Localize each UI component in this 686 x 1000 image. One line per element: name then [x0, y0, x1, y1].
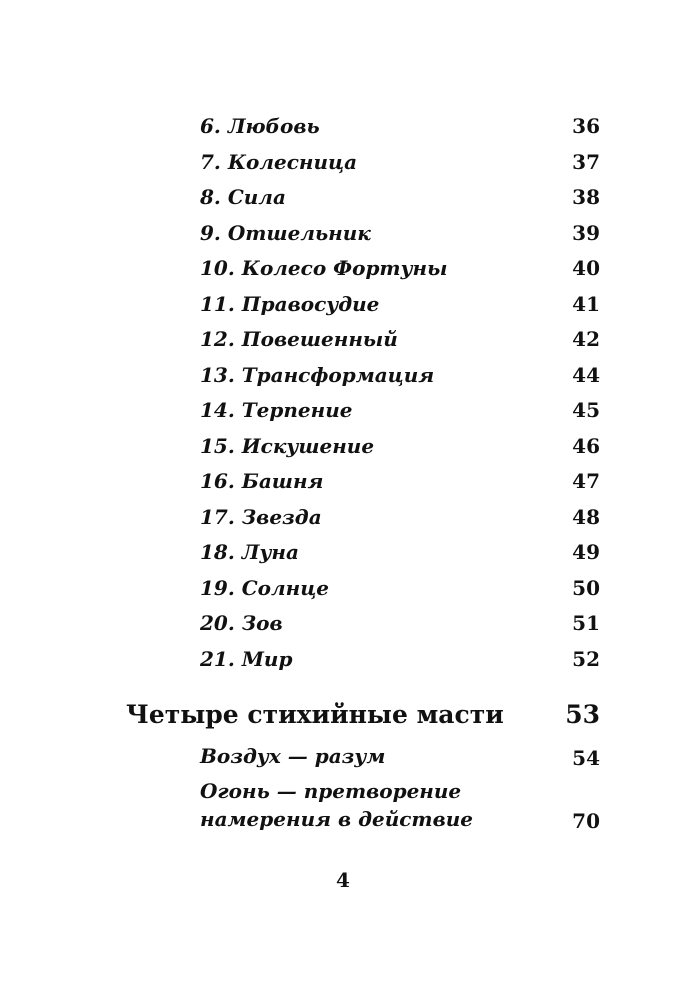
toc-entry-title: 16. Башня [200, 469, 324, 493]
toc-entry-page: 39 [572, 221, 600, 245]
toc-entry-title: 10. Колесо Фортуны [200, 256, 448, 280]
toc-entry-page: 50 [572, 576, 600, 600]
toc-subentry-page: 54 [572, 746, 600, 770]
toc-entry-page: 46 [572, 434, 600, 458]
toc-entry-title: 17. Звезда [200, 505, 322, 529]
toc-entry-page: 51 [572, 611, 600, 635]
toc-entry-title: 11. Правосудие [200, 292, 380, 316]
toc-entry-title: 15. Искушение [200, 434, 375, 458]
toc-entry-page: 41 [572, 292, 600, 316]
toc-section-title: Четыре стихийные масти [126, 700, 504, 729]
toc-entry [200, 256, 600, 286]
toc-entry-page: 49 [572, 540, 600, 564]
toc-entry-page: 36 [572, 114, 600, 138]
toc-entry-page: 52 [572, 647, 600, 671]
toc-entry-title: 20. Зов [200, 611, 283, 635]
toc-entry-title: 12. Повешенный [200, 327, 398, 351]
toc-entry-page: 38 [572, 185, 600, 209]
toc-subentry [200, 740, 600, 770]
toc-entry [200, 469, 600, 499]
toc-entry-page: 47 [572, 469, 600, 493]
toc-entry-page: 45 [572, 398, 600, 422]
toc-subentry-page: 70 [572, 809, 600, 833]
toc-entry-title: 9. Отшельник [200, 221, 371, 245]
toc-section-page: 53 [565, 700, 600, 729]
toc-subentry-line: Огонь — претворение [200, 779, 462, 803]
toc-entry [200, 363, 600, 393]
toc-entry-page: 42 [572, 327, 600, 351]
toc-entry [200, 150, 600, 180]
toc-entry [200, 327, 600, 357]
toc-entry [200, 540, 600, 570]
toc-entry [200, 647, 600, 677]
toc-entry [200, 221, 600, 251]
toc-entry-page: 37 [572, 150, 600, 174]
toc-entry [200, 292, 600, 322]
page-number: 4 [336, 868, 350, 892]
toc-entry-title: 6. Любовь [200, 114, 320, 138]
toc-subentry-title [200, 777, 473, 833]
toc-entry-page: 48 [572, 505, 600, 529]
toc-entry [200, 576, 600, 606]
toc-entry-title: 21. Мир [200, 647, 293, 671]
toc-entry-title: 18. Луна [200, 540, 299, 564]
toc-entry-title: 14. Терпение [200, 398, 353, 422]
toc-entry [200, 611, 600, 641]
toc-entry [200, 505, 600, 535]
toc-entry-page: 40 [572, 256, 600, 280]
toc-entry [200, 114, 600, 144]
toc-subentry-line: намерения в действие [200, 807, 473, 831]
toc-entry-title: 13. Трансформация [200, 363, 435, 387]
toc-entry [200, 434, 600, 464]
toc-entry-page: 44 [572, 363, 600, 387]
toc-subentry [200, 777, 600, 833]
toc-subentry-title [200, 742, 385, 770]
toc-entry [200, 185, 600, 215]
toc-entry [200, 398, 600, 428]
toc-section [126, 700, 600, 740]
toc-entry-title: 7. Колесница [200, 150, 358, 174]
toc-entry-title: 19. Солнце [200, 576, 330, 600]
toc-entry-title: 8. Сила [200, 185, 286, 209]
toc-subentry-line: Воздух — разум [200, 744, 386, 768]
